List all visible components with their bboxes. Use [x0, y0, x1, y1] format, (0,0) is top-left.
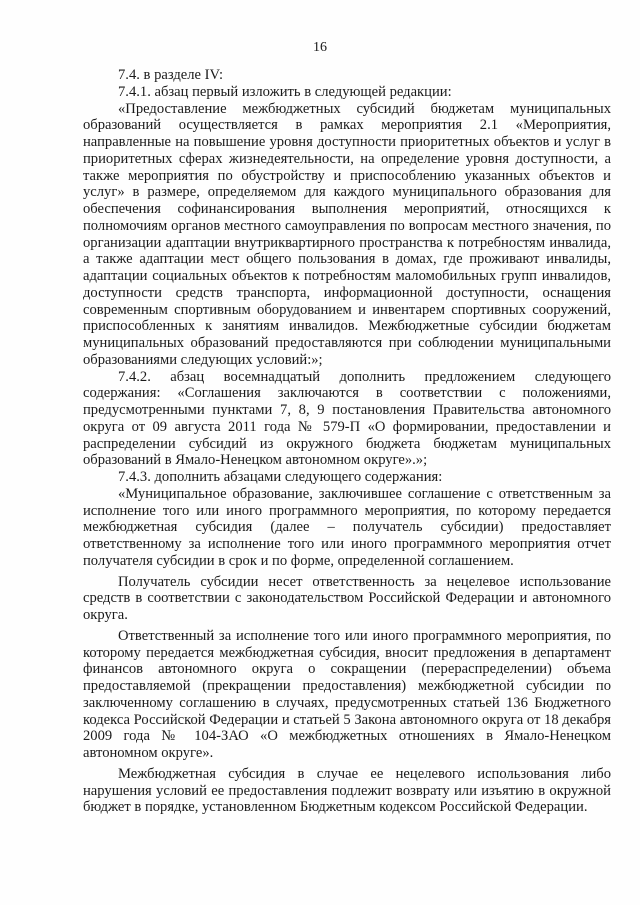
- clause-7-4-2: 7.4.2. абзац восемнадцатый дополнить предложением следующего содержания: «Соглашения заключаются в соответствии с положениями, предусмотренными пунктами 7, 8, 9 постановления Правительства автономного округа от 09 августа 2011 года № 579-П «О формировании, предоставлении и распределении субсидий из окружного бюджета бюджетам муниципальных образований в Ямало-Ненецком автономном округе».»;: [83, 368, 611, 469]
- document-body: [83, 67, 611, 816]
- clause-7-4-1-text: «Предоставление межбюджетных субсидий бюджетам муниципальных образований осуществляется в рамках мероприятия 2.1 «Мероприятия, направленные на повышение уровня доступности приоритетных объектов и услуг в приоритетных сферах жизнедеятельности, на определение уровня доступности, а также мероприятия по обустройству и приспособлению указанных объектов и услуг» в размере, определяемом для каждого муниципального образования для обеспечения софинансирования выполнения мероприятий, относящихся к полномочиям органов местного самоуправления по вопросам местного значения, по организации адаптации внутриквартирного пространства к потребностям инвалида, а также адаптации мест общего пользования в домах, где проживают инвалиды, адаптации социальных объектов к потребностям маломобильных групп инвалидов, доступности средств транспорта, информационной доступности, оснащения современным спортивным оборудованием и инвентарем спортивных сооружений, приспособленных к занятиям инвалидов. Межбюджетные субсидии бюджетам муниципальных образований предоставляются при соблюдении муниципальными образованиями следующих условий:»;: [83, 100, 611, 368]
- clause-7-4-1: 7.4.1. абзац первый изложить в следующей редакции:: [118, 83, 452, 100]
- paragraph-refund: Межбюджетная субсидия в случае ее нецелевого использования либо нарушения условий ее предоставления подлежит возврату или изъятию в окружной бюджет в порядке, установленном Бюджетным кодексом Российской Федерации.: [83, 765, 611, 816]
- page-number: 16: [313, 40, 327, 55]
- clause-7-4-3: 7.4.3. дополнить абзацами следующего содержания:: [118, 469, 443, 485]
- paragraph-proposals: Ответственный за исполнение того или иного программного мероприятия, по которому передается межбюджетная субсидия, вносит предложения в департамент финансов автономного округа о сокращении (перераспределении) объема предоставляемой (прекращении предоставления) межбюджетной субсидии по заключенному соглашению в случаях, предусмотренных статьей 136 Бюджетного кодекса Российской Федерации и статьей 5 Закона автономного округа от 18 декабря 2009 года № 104-ЗАО «О межбюджетных отношениях в Ямало-Ненецком автономном округе».: [83, 627, 611, 761]
- paragraph-report: «Муниципальное образование, заключившее соглашение с ответственным за исполнение того или иного программного мероприятия, по которому передается межбюджетная субсидия (далее – получатель субсидии) предоставляет ответственному за исполнение того или иного программного мероприятия отчет получателя субсидии в срок и по форме, определенной соглашением.: [83, 485, 611, 569]
- section-heading: 7.4. в разделе IV:: [118, 67, 224, 83]
- paragraph-responsibility: Получатель субсидии несет ответственность за нецелевое использование средств в соответствии с законодательством Российской Федерации и автономного округа.: [83, 573, 611, 623]
